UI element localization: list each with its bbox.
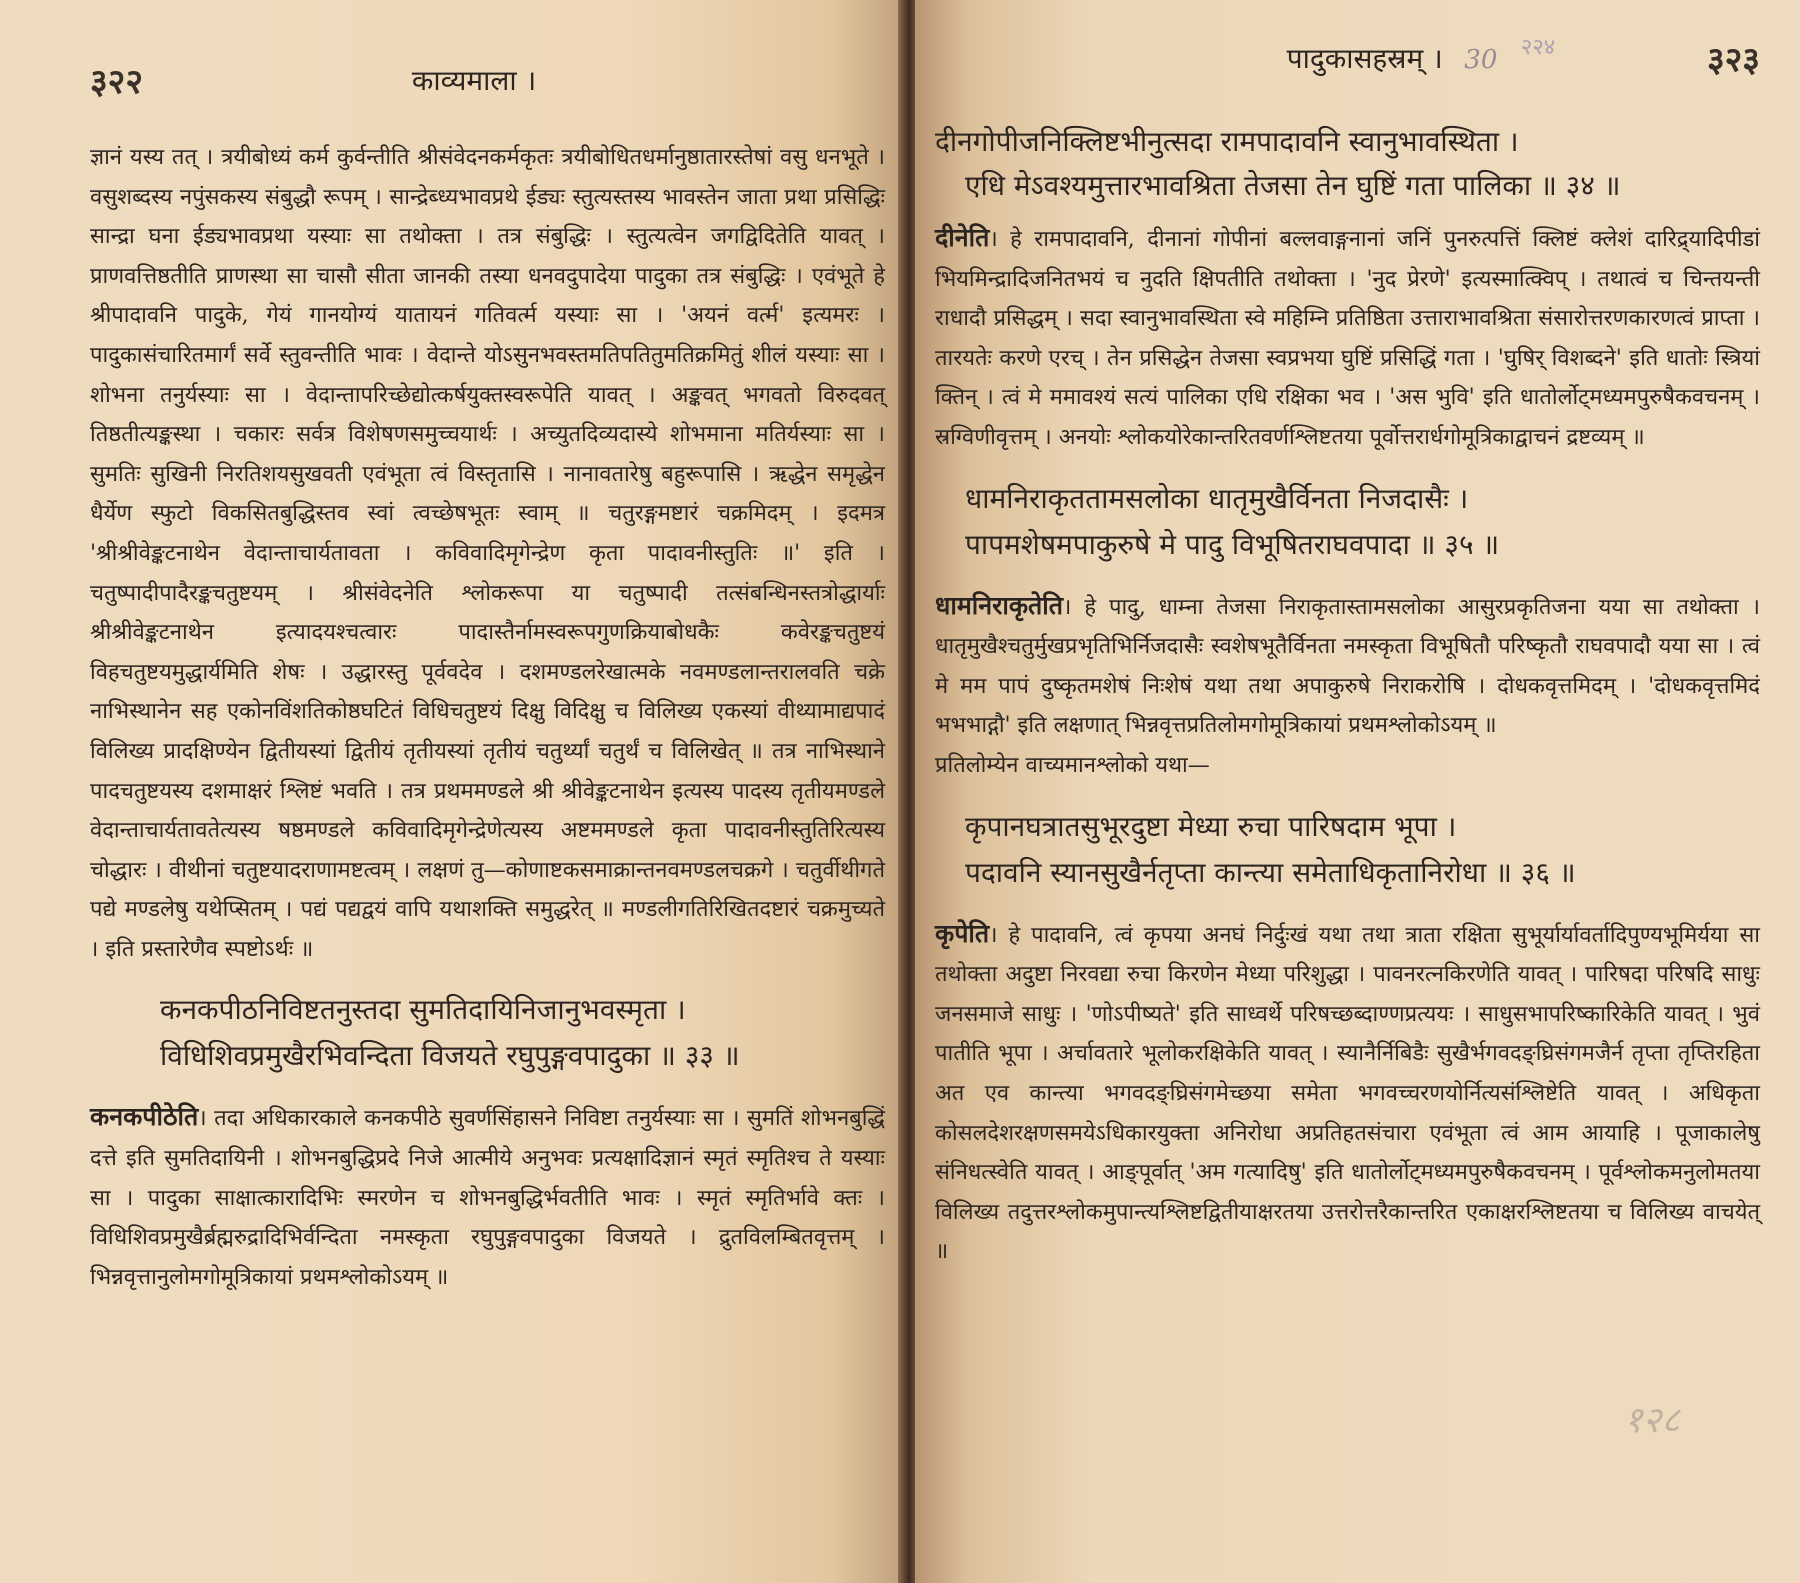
lemma: धामनिराकृतेति [935, 590, 1064, 620]
verse-line: पदावनि स्यानसुखैर्नतृप्ता कान्त्या समेताधिकृतानिरोधा ॥ ३६ ॥ [965, 855, 1576, 889]
commentary-block: ज्ञानं यस्य तत् । त्रयीबोध्यं कर्म कुर्वन्तीति श्रीसंवेदनकर्मकृतः त्रयीबोधितधर्मानुष्ठातारस्तेषां वसु धनभूते । वसुशब्दस्य नपुंसकस्य संबुद्धौ रूपम् । सान्द्रेब्ध्यभावप्रथे ईड्यः स्तुत्यस्तस्य भावस्तेन जाता प्रथा प्रसिद्धिः सान्द्रा घना ईड्यभावप्रथा यस्याः सा तथोक्ता । तत्र संबुद्धिः । स्तुत्यत्वेन जगद्विदितेति यावत् । प्राणवत्तिष्ठतीति प्राणस्था सा चासौ सीता जानकी तस्या धनवदुपादेया पादुका तत्र संबुद्धिः । एवंभूते हे श्रीपादावनि पादुके, गेयं गानयोग्यं यातायनं गतिवर्त्म यस्याः सा । 'अयनं वर्त्म' इत्यमरः । पादुकासंचारितमार्गं सर्वे स्तुवन्तीति भावः । वेदान्ते योऽसुनभवस्तमतिपतितुमतिक्रमितुं शीलं यस्याः सा । शोभना तनुर्यस्याः सा । वेदान्तापरिच्छेद्योत्कर्षयुक्तस्वरूपेति यावत् । अङ्कवत् भगवतो विरुदवत् तिष्ठतीत्यङ्कस्था । चकारः सर्वत्र विशेषणसमुच्चयार्थः । अच्युतदिव्यदास्ये शोभमाना मतिर्यस्याः सा । सुमतिः सुखिनी निरतिशयसुखवती एवंभूता त्वं विस्तृतासि । नानावतारेषु बहुरूपासि । ऋद्धेन समृद्धेन धैर्येण स्फुटो विकसितबुद्धिस्तव स्वां त्वच्छेषभूतः स्वाम् ॥ चतुरङ्गमष्टारं चक्रमिदम् । इदमत्र 'श्रीश्रीवेङ्कटनाथेन वेदान्ताचार्यतावता । कविवादिमृगेन्द्रेण कृता पादावनीस्तुतिः ॥' इति । चतुष्पादीपादैरङ्कचतुष्टयम् । श्रीसंवेदनेति श्लोकरूपा या चतुष्पादी तत्संबन्धिनस्तत्रोद्धार्याः श्रीश्रीवेङ्कटनाथेन इत्यादयश्चत्वारः पादास्तैर्नामस्वरूपगुणक्रियाबोधकैः कवेरङ्कचतुष्टयं विहचतुष्टयमुद्धार्यमिति शेषः । उद्धारस्तु पूर्ववदेव । दशमण्डलरेखात्मके नवमण्डलान्तरालवति चक्रे नाभिस्थानेन सह एकोनविंशतिकोष्ठघटितं विधिचतुष्टयं दिक्षु विदिक्षु च विलिख्य एकस्यां वीथ्यामाद्यपादं विलिख्य प्रादक्षिण्येन द्वितीयस्यां द्वितीयं तृतीयस्यां तृतीयं चतुर्थ्यां चतुर्थं च विलिखेत् ॥ तत्र नाभिस्थाने पादचतुष्टयस्य दशमाक्षरं श्लिष्टं भवति । तत्र प्रथममण्डले श्री श्रीवेङ्कटनाथेन इत्यस्य पादस्य तृतीयमण्डले वेदान्ताचार्यतावतेत्यस्य षष्ठमण्डले कविवादिमृगेन्द्रेणेत्यस्य अष्टममण्डले कृता पादावनीस्तुतिरित्यस्य चोद्धारः । वीथीनां चतुष्टयादराणामष्टत्वम् । लक्षणं तु—कोणाष्टकसमाक्रान्तनवमण्डलचक्रगे । चतुर्वीथीगते पद्ये मण्डलेषु यथेप्सितम् । पद्यं पद्यद्वयं वापि यथाशक्ति समुद्धरेत् ॥ मण्डलीगतिरिखितदष्टारं चक्रमुच्यते । इति प्रस्तारेणैव स्पष्टोऽर्थः ॥ [90, 145, 885, 962]
verse-line: धामनिराकृततामसलोका धातृमुखैर्विनता निजदासैः । [965, 481, 1469, 515]
verse-line: कृपानघत्रातसुभूरदुष्टा मेध्या रुचा पारिषदाम भूपा । [965, 809, 1457, 843]
commentary-block [935, 218, 1760, 458]
right-page-header [935, 35, 1760, 80]
left-page-header [90, 60, 885, 100]
commentary-text: । हे पादु, धाम्ना तेजसा निराकृतास्तामसलोका आसुरप्रकृतिजना यया सा तथोक्ता । धातृमुखैश्चतुर्मुखप्रभृतिभिर्निजदासैः स्वशेषभूतैर्विनता नमस्कृता विभूषितौ परिष्कृतौ राघवपादौ यया सा । त्वं मे मम पापं दुष्कृतमशेषं निःशेषं यथा तथा अपाकुरुषे निराकरोषि । दोधकवृत्तमिदम् । 'दोधकवृत्तमिदं भभभाद्गौ' इति लक्षणात् भिन्नवृत्तप्रतिलोमगोमूत्रिकायां प्रथमश्लोकोऽयम् ॥ [935, 594, 1760, 739]
verse-line: कनकपीठनिविष्टतनुस्तदा सुमतिदायिनिजानुभवस्मृता । [160, 993, 686, 1027]
right-page [915, 0, 1800, 1583]
lemma: कनकपीठेति [90, 1102, 199, 1132]
verse-intro: प्रतिलोम्येन वाच्यमानश्लोको यथा— [935, 752, 1210, 778]
verse-line: विधिशिवप्रमुखैरभिवन्दिता विजयते रघुपुङ्गवपादुका ॥ ३३ ॥ [160, 1039, 740, 1073]
verse-line: एधि मेऽवश्यमुत्तारभावश्रिता तेजसा तेन घुष्टिं गता पालिका ॥ ३४ ॥ [965, 169, 1621, 202]
running-title: काव्यमाला । [411, 64, 537, 97]
commentary-block [935, 914, 1760, 1272]
commentary-block [935, 586, 1760, 746]
verse-line: दीनगोपीजनिक्लिष्टभीनुत्सदा रामपादावनि स्वानुभावस्थिता । [935, 125, 1519, 158]
verse-34 [935, 120, 1760, 208]
lemma: दीनेति [935, 223, 990, 252]
commentary-text: । हे पादावनि, त्वं कृपया अनघं निर्दुःखं यथा तथा त्राता रक्षिता सुभूर्यार्यावर्तादिपुण्यभूमिर्यया सा तथोक्ता अदुष्टा निरवद्या रुचा किरणेन मेध्या परिशुद्धा । पावनरत्नकिरणेति यावत् । पारिषदा परिषदि साधुः जनसमाजे साधुः । 'णोऽपीष्यते' इति साध्वर्थे परिषच्छब्दाण्णप्रत्ययः । साधुसभापरिष्कारिकेति यावत् । भुवं पातीति भूपा । अर्चावतारे भूलोकरक्षिकेति यावत् । स्यानैर्निबिडैः सुखैर्भगवदङ्घ्रिसंगमजैर्न तृप्ता तृप्तिरहिता अत एव कान्त्या भगवदङ्घ्रिसंगमेच्छया समेता भगवच्चरणयोर्नित्यसंश्लिष्टेति यावत् । अधिकृता कोसलदेशरक्षणसमयेऽधिकारयुक्ता अनिरोधा अप्रतिहतसंचारा एवंभूता त्वं आम आयाहि । पूजाकालेषु संनिधत्स्वेति यावत् । आङ्पूर्वात् 'अम गत्यादिषु' इति धातोर्लोट्मध्यमपुरुषैकवचनम् । पूर्वश्लोकमनुलोमतया विलिख्य तदुत्तरश्लोकमुपान्त्यश्लिष्टद्वितीयाक्षरतया उत्तरोत्तरैकान्तरित एकाक्षरश्लिष्टतया च विलिख्य वाचयेत् ॥ [935, 922, 1760, 1265]
page-number: ३२३ [1706, 40, 1760, 80]
verse-line: पापमशेषमपाकुरुषे मे पादु विभूषितराघवपादा ॥ ३५ ॥ [965, 527, 1500, 561]
lemma: कृपेति [935, 918, 990, 948]
commentary-block [90, 1097, 885, 1297]
running-title-group [1286, 35, 1556, 77]
pencil-annotation: २२४ [1520, 35, 1556, 60]
verse-35 [965, 476, 1760, 568]
pencil-annotation: 30 [1464, 45, 1498, 75]
verse-33 [160, 987, 885, 1079]
commentary-text: । हे रामपादावनि, दीनानां गोपीनां बल्लवाङ्गनानां जनिं पुनरुत्पत्तिं क्लिष्टं क्लेशं दारिद्र्यादिपीडां भियमिन्द्रादिजनितभयं च नुदति क्षिपतीति तथोक्ता । 'नुद प्रेरणे' इत्यस्मात्क्विप् । तथात्वं च चिन्तयन्ती राधादौ प्रसिद्धम् । सदा स्वानुभावस्थिता स्वे महिम्नि प्रतिष्ठिता उत्ताराभावश्रिता संसारोत्तरणकारणत्वं प्राप्ता । तारयतेः करणे एरच् । तेन प्रसिद्धेन तेजसा स्वप्रभया घुष्टिं प्रसिद्धिं गता । 'घुषिर् विशब्दने' इति धातोः स्त्रियां क्तिन् । त्वं मे ममावश्यं सत्यं पालिका एधि रक्षिका भव । 'अस भुवि' इति धातोर्लोट्मध्यमपुरुषैकवचनम् । स्रग्विणीवृत्तम् । अनयोः श्लोकयोरेकान्तरितवर्णश्लिष्टतया पूर्वोत्तरार्धगोमूत्रिकाद्वाचनं द्रष्टव्यम् ॥ [935, 227, 1760, 450]
commentary-text: । तदा अधिकारकाले कनकपीठे सुवर्णसिंहासने निविष्टा तनुर्यस्याः सा । सुमतिं शोभनबुद्धिं दत्ते इति सुमतिदायिनी । शोभनबुद्धिप्रदे निजे आत्मीये अनुभवः प्रत्यक्षादिज्ञानं स्मृतं स्मृतिश्च ते यस्याः सा । पादुका साक्षात्कारादिभिः स्मरणेन च शोभनबुद्धिर्भवतीति भावः । स्मृतं स्मृतिर्भावे क्तः । विधिशिवप्रमुखैर्ब्रह्मरुद्रादिभिर्वन्दिता नमस्कृता रघुपुङ्गवपादुका विजयते । द्रुतविलम्बितवृत्तम् । भिन्नवृत्तानुलोमगोमूत्रिकायां प्रथमश्लोकोऽयम् ॥ [90, 1106, 885, 1290]
pencil-mark: १२८ [1623, 1400, 1680, 1441]
running-title: पादुकासहस्रम् । [1286, 42, 1443, 75]
verse-36 [965, 804, 1760, 896]
page-number: ३२२ [90, 62, 144, 102]
